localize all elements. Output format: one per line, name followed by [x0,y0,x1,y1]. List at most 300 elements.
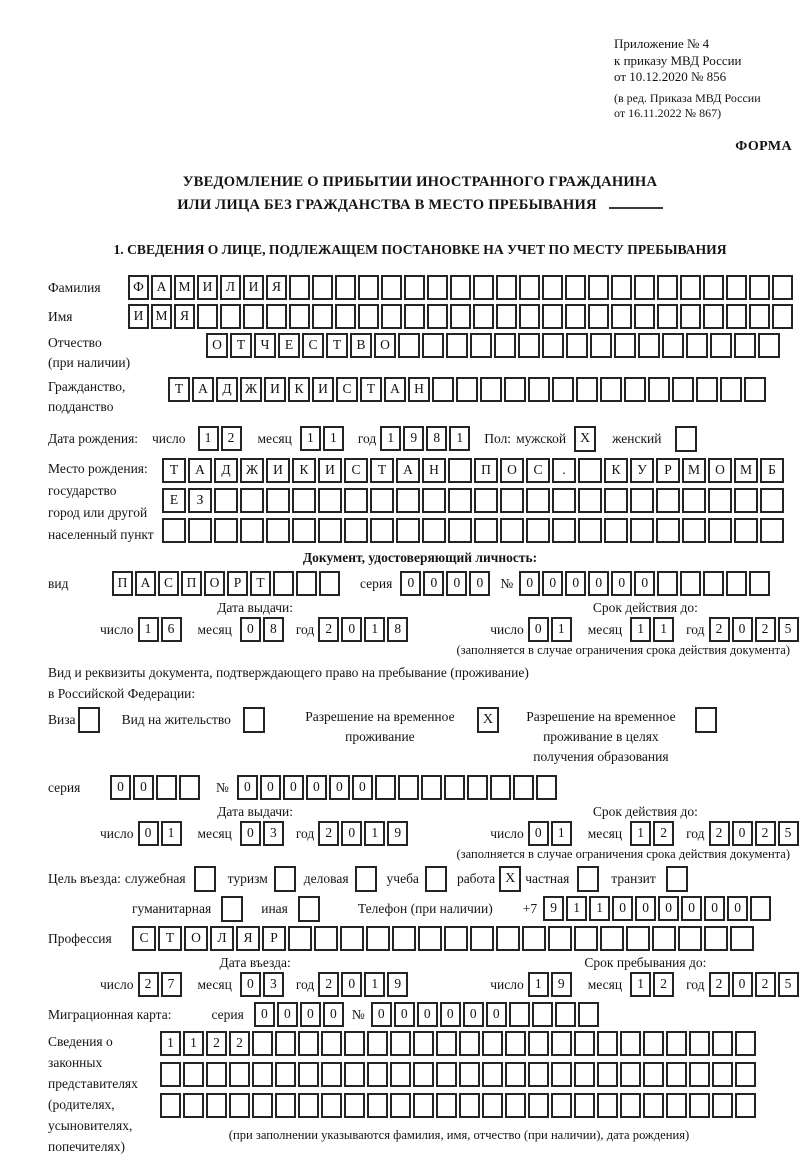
char-cell[interactable]: С [344,458,368,483]
char-cell[interactable]: О [708,458,732,483]
char-cell[interactable] [367,1093,388,1118]
char-cell[interactable] [744,377,766,402]
char-cell[interactable]: 0 [240,617,261,642]
char-cell[interactable] [548,926,572,951]
char-cell[interactable] [708,518,732,543]
birth-place-row1-cells[interactable] [162,458,786,483]
char-cell[interactable]: Д [216,377,238,402]
char-cell[interactable] [604,488,628,513]
char-cell[interactable] [710,333,732,358]
char-cell[interactable] [735,1093,756,1118]
char-cell[interactable]: 5 [778,617,799,642]
char-cell[interactable]: 1 [198,426,219,451]
representatives-row2-cells[interactable] [160,1062,758,1087]
char-cell[interactable] [703,571,724,596]
given-name-cells[interactable] [128,304,795,329]
char-cell[interactable] [252,1031,273,1056]
char-cell[interactable] [643,1093,664,1118]
char-cell[interactable]: 2 [318,821,339,846]
char-cell[interactable] [656,488,680,513]
char-cell[interactable]: А [188,458,212,483]
char-cell[interactable]: 0 [542,571,563,596]
char-cell[interactable]: Ф [128,275,149,300]
char-cell[interactable] [708,488,732,513]
char-cell[interactable] [620,1031,641,1056]
purpose-work-checkbox[interactable]: X [499,866,521,892]
char-cell[interactable]: Р [656,458,680,483]
char-cell[interactable] [314,926,338,951]
char-cell[interactable]: М [734,458,758,483]
char-cell[interactable] [712,1031,733,1056]
char-cell[interactable] [229,1093,250,1118]
char-cell[interactable]: Е [278,333,300,358]
char-cell[interactable] [624,377,646,402]
char-cell[interactable] [370,518,394,543]
char-cell[interactable]: 0 [138,821,159,846]
surname-cells[interactable] [128,275,795,300]
char-cell[interactable]: 2 [221,426,242,451]
char-cell[interactable] [704,926,728,951]
identity-series-cells[interactable] [400,571,492,596]
char-cell[interactable]: 0 [254,1002,275,1027]
char-cell[interactable] [473,275,494,300]
char-cell[interactable]: 1 [630,617,651,642]
char-cell[interactable]: 0 [635,896,656,921]
char-cell[interactable] [450,304,471,329]
residence-issue-day-cells[interactable] [138,821,184,846]
char-cell[interactable]: Ч [254,333,276,358]
char-cell[interactable] [749,571,770,596]
char-cell[interactable] [689,1062,710,1087]
char-cell[interactable] [482,1062,503,1087]
char-cell[interactable] [229,1062,250,1087]
char-cell[interactable]: А [396,458,420,483]
char-cell[interactable]: 3 [263,821,284,846]
char-cell[interactable] [734,488,758,513]
char-cell[interactable] [518,333,540,358]
char-cell[interactable]: 0 [417,1002,438,1027]
char-cell[interactable]: Н [408,377,430,402]
char-cell[interactable] [565,275,586,300]
char-cell[interactable]: 9 [387,821,408,846]
char-cell[interactable] [470,926,494,951]
char-cell[interactable] [522,926,546,951]
char-cell[interactable] [298,1062,319,1087]
char-cell[interactable]: Я [266,275,287,300]
char-cell[interactable]: 0 [658,896,679,921]
char-cell[interactable]: 0 [732,821,753,846]
char-cell[interactable]: 0 [240,972,261,997]
char-cell[interactable] [680,304,701,329]
entry-day-cells[interactable] [138,972,184,997]
char-cell[interactable] [344,1031,365,1056]
char-cell[interactable]: 2 [755,821,776,846]
char-cell[interactable]: 0 [323,1002,344,1027]
char-cell[interactable] [404,275,425,300]
char-cell[interactable] [566,333,588,358]
char-cell[interactable] [292,488,316,513]
char-cell[interactable] [335,275,356,300]
char-cell[interactable]: Д [214,458,238,483]
char-cell[interactable]: 2 [709,821,730,846]
char-cell[interactable]: Л [220,275,241,300]
char-cell[interactable]: И [264,377,286,402]
char-cell[interactable] [427,275,448,300]
char-cell[interactable]: О [374,333,396,358]
char-cell[interactable]: 0 [394,1002,415,1027]
char-cell[interactable]: Т [250,571,271,596]
char-cell[interactable]: 0 [612,896,633,921]
char-cell[interactable] [574,1062,595,1087]
char-cell[interactable] [421,775,442,800]
char-cell[interactable]: 0 [240,821,261,846]
phone-cells[interactable] [543,896,773,921]
char-cell[interactable] [656,518,680,543]
char-cell[interactable] [344,1093,365,1118]
char-cell[interactable] [289,275,310,300]
char-cell[interactable] [188,518,212,543]
residence-issue-year-cells[interactable] [318,821,410,846]
char-cell[interactable] [552,488,576,513]
char-cell[interactable]: Н [422,458,446,483]
identity-kind-cells[interactable] [112,571,342,596]
char-cell[interactable]: 0 [283,775,304,800]
char-cell[interactable]: 1 [364,821,385,846]
char-cell[interactable] [513,775,534,800]
char-cell[interactable] [682,518,706,543]
char-cell[interactable]: 7 [161,972,182,997]
char-cell[interactable] [448,518,472,543]
char-cell[interactable]: И [312,377,334,402]
char-cell[interactable] [480,377,502,402]
char-cell[interactable] [436,1031,457,1056]
char-cell[interactable] [160,1062,181,1087]
char-cell[interactable] [750,896,771,921]
char-cell[interactable] [367,1031,388,1056]
char-cell[interactable] [482,1093,503,1118]
char-cell[interactable]: 0 [727,896,748,921]
char-cell[interactable] [630,488,654,513]
char-cell[interactable] [448,458,472,483]
char-cell[interactable] [666,1093,687,1118]
char-cell[interactable] [340,926,364,951]
char-cell[interactable]: К [292,458,316,483]
char-cell[interactable] [600,377,622,402]
char-cell[interactable] [652,926,676,951]
char-cell[interactable]: И [128,304,149,329]
char-cell[interactable] [648,377,670,402]
char-cell[interactable]: . [552,458,576,483]
migration-number-cells[interactable] [371,1002,601,1027]
char-cell[interactable] [532,1002,553,1027]
char-cell[interactable] [456,377,478,402]
char-cell[interactable]: 0 [732,972,753,997]
char-cell[interactable] [321,1062,342,1087]
char-cell[interactable]: Т [168,377,190,402]
char-cell[interactable] [396,488,420,513]
char-cell[interactable] [712,1093,733,1118]
purpose-official-checkbox[interactable] [194,866,216,892]
char-cell[interactable] [450,275,471,300]
female-checkbox[interactable] [675,426,697,452]
char-cell[interactable] [735,1062,756,1087]
char-cell[interactable]: 0 [341,821,362,846]
char-cell[interactable]: Т [162,458,186,483]
char-cell[interactable] [526,488,550,513]
char-cell[interactable]: Ж [240,458,264,483]
char-cell[interactable]: У [630,458,654,483]
char-cell[interactable] [321,1031,342,1056]
char-cell[interactable]: К [604,458,628,483]
char-cell[interactable] [418,926,442,951]
char-cell[interactable] [528,1093,549,1118]
char-cell[interactable] [626,926,650,951]
char-cell[interactable] [542,275,563,300]
char-cell[interactable] [288,926,312,951]
char-cell[interactable]: Т [326,333,348,358]
residence-series-cells[interactable] [110,775,202,800]
char-cell[interactable] [735,1031,756,1056]
char-cell[interactable]: 0 [329,775,350,800]
char-cell[interactable]: 0 [565,571,586,596]
char-cell[interactable]: 0 [110,775,131,800]
char-cell[interactable] [551,1062,572,1087]
char-cell[interactable] [643,1031,664,1056]
char-cell[interactable] [494,333,516,358]
char-cell[interactable] [220,304,241,329]
purpose-transit-checkbox[interactable] [666,866,688,892]
residence-permit-checkbox[interactable] [243,707,265,733]
char-cell[interactable] [366,926,390,951]
char-cell[interactable]: М [682,458,706,483]
char-cell[interactable] [588,275,609,300]
char-cell[interactable] [444,926,468,951]
stay-year-cells[interactable] [709,972,800,997]
char-cell[interactable]: 9 [387,972,408,997]
char-cell[interactable]: 1 [323,426,344,451]
char-cell[interactable] [634,304,655,329]
char-cell[interactable]: 0 [306,775,327,800]
char-cell[interactable] [666,1062,687,1087]
char-cell[interactable] [734,333,756,358]
char-cell[interactable]: 8 [263,617,284,642]
char-cell[interactable] [574,1093,595,1118]
char-cell[interactable]: К [288,377,310,402]
char-cell[interactable] [758,333,780,358]
char-cell[interactable]: А [151,275,172,300]
char-cell[interactable]: 2 [709,972,730,997]
char-cell[interactable] [396,518,420,543]
identity-issue-month-cells[interactable] [240,617,286,642]
char-cell[interactable] [666,1031,687,1056]
char-cell[interactable]: 1 [364,972,385,997]
char-cell[interactable] [206,1062,227,1087]
char-cell[interactable] [381,275,402,300]
char-cell[interactable] [474,488,498,513]
char-cell[interactable]: 1 [183,1031,204,1056]
char-cell[interactable] [318,518,342,543]
char-cell[interactable] [444,775,465,800]
char-cell[interactable] [214,488,238,513]
char-cell[interactable]: Л [210,926,234,951]
birth-place-row2-cells[interactable] [162,488,786,513]
char-cell[interactable]: М [151,304,172,329]
char-cell[interactable] [749,275,770,300]
char-cell[interactable] [590,333,612,358]
char-cell[interactable]: 1 [551,821,572,846]
char-cell[interactable] [197,304,218,329]
char-cell[interactable] [611,275,632,300]
identity-issue-year-cells[interactable] [318,617,410,642]
char-cell[interactable] [496,275,517,300]
char-cell[interactable] [620,1062,641,1087]
profession-cells[interactable] [132,926,756,951]
char-cell[interactable]: 0 [446,571,467,596]
char-cell[interactable] [422,518,446,543]
char-cell[interactable]: 1 [449,426,470,451]
char-cell[interactable]: 2 [653,821,674,846]
birth-year-cells[interactable] [380,426,472,451]
char-cell[interactable] [760,518,784,543]
char-cell[interactable] [266,518,290,543]
char-cell[interactable] [734,518,758,543]
char-cell[interactable] [519,275,540,300]
char-cell[interactable] [552,377,574,402]
char-cell[interactable] [578,488,602,513]
residence-expiry-month-cells[interactable] [630,821,676,846]
char-cell[interactable] [604,518,628,543]
char-cell[interactable]: 0 [341,617,362,642]
char-cell[interactable] [528,1031,549,1056]
char-cell[interactable] [156,775,177,800]
char-cell[interactable] [422,488,446,513]
char-cell[interactable] [275,1093,296,1118]
char-cell[interactable]: Р [227,571,248,596]
migration-series-cells[interactable] [254,1002,346,1027]
char-cell[interactable] [672,377,694,402]
char-cell[interactable]: С [132,926,156,951]
char-cell[interactable]: Р [262,926,286,951]
char-cell[interactable]: 8 [426,426,447,451]
entry-month-cells[interactable] [240,972,286,997]
birth-day-cells[interactable] [198,426,244,451]
char-cell[interactable] [505,1062,526,1087]
char-cell[interactable]: 0 [704,896,725,921]
char-cell[interactable]: 0 [528,617,549,642]
char-cell[interactable]: 0 [300,1002,321,1027]
char-cell[interactable] [289,304,310,329]
char-cell[interactable] [467,775,488,800]
char-cell[interactable] [214,518,238,543]
char-cell[interactable] [183,1093,204,1118]
char-cell[interactable]: 9 [403,426,424,451]
char-cell[interactable]: Б [760,458,784,483]
char-cell[interactable] [689,1031,710,1056]
char-cell[interactable]: 0 [463,1002,484,1027]
char-cell[interactable] [413,1031,434,1056]
char-cell[interactable] [318,488,342,513]
char-cell[interactable]: 0 [133,775,154,800]
char-cell[interactable] [542,304,563,329]
char-cell[interactable]: 0 [486,1002,507,1027]
char-cell[interactable]: А [384,377,406,402]
char-cell[interactable] [689,1093,710,1118]
char-cell[interactable]: 2 [318,617,339,642]
char-cell[interactable]: П [181,571,202,596]
char-cell[interactable] [519,304,540,329]
char-cell[interactable] [427,304,448,329]
char-cell[interactable] [555,1002,576,1027]
char-cell[interactable]: 0 [237,775,258,800]
char-cell[interactable] [578,458,602,483]
char-cell[interactable] [565,304,586,329]
char-cell[interactable] [252,1062,273,1087]
char-cell[interactable] [576,377,598,402]
purpose-study-checkbox[interactable] [425,866,447,892]
char-cell[interactable]: 9 [551,972,572,997]
char-cell[interactable]: С [526,458,550,483]
char-cell[interactable] [432,377,454,402]
char-cell[interactable]: О [206,333,228,358]
char-cell[interactable]: А [135,571,156,596]
char-cell[interactable] [243,304,264,329]
char-cell[interactable] [630,518,654,543]
char-cell[interactable] [160,1093,181,1118]
char-cell[interactable] [473,304,494,329]
char-cell[interactable]: 1 [551,617,572,642]
char-cell[interactable]: 1 [364,617,385,642]
char-cell[interactable] [298,1031,319,1056]
char-cell[interactable] [335,304,356,329]
char-cell[interactable] [273,571,294,596]
char-cell[interactable]: Т [230,333,252,358]
char-cell[interactable] [398,775,419,800]
identity-number-cells[interactable] [519,571,772,596]
char-cell[interactable]: 0 [423,571,444,596]
char-cell[interactable] [292,518,316,543]
char-cell[interactable]: 0 [277,1002,298,1027]
char-cell[interactable]: 1 [160,1031,181,1056]
char-cell[interactable] [726,571,747,596]
char-cell[interactable] [436,1093,457,1118]
char-cell[interactable] [712,1062,733,1087]
char-cell[interactable] [179,775,200,800]
char-cell[interactable]: М [174,275,195,300]
temp-residence-checkbox[interactable]: X [477,707,499,733]
char-cell[interactable] [390,1062,411,1087]
entry-year-cells[interactable] [318,972,410,997]
char-cell[interactable] [536,775,557,800]
char-cell[interactable]: 0 [519,571,540,596]
char-cell[interactable] [413,1062,434,1087]
char-cell[interactable]: И [243,275,264,300]
char-cell[interactable] [490,775,511,800]
char-cell[interactable]: Т [360,377,382,402]
char-cell[interactable]: З [188,488,212,513]
char-cell[interactable]: Я [236,926,260,951]
char-cell[interactable]: Е [162,488,186,513]
char-cell[interactable] [657,275,678,300]
char-cell[interactable]: 0 [400,571,421,596]
char-cell[interactable]: 0 [371,1002,392,1027]
char-cell[interactable] [183,1062,204,1087]
char-cell[interactable] [470,333,492,358]
char-cell[interactable]: С [302,333,324,358]
purpose-humanitarian-checkbox[interactable] [221,896,243,922]
char-cell[interactable]: 0 [469,571,490,596]
char-cell[interactable] [381,304,402,329]
identity-expiry-year-cells[interactable] [709,617,800,642]
